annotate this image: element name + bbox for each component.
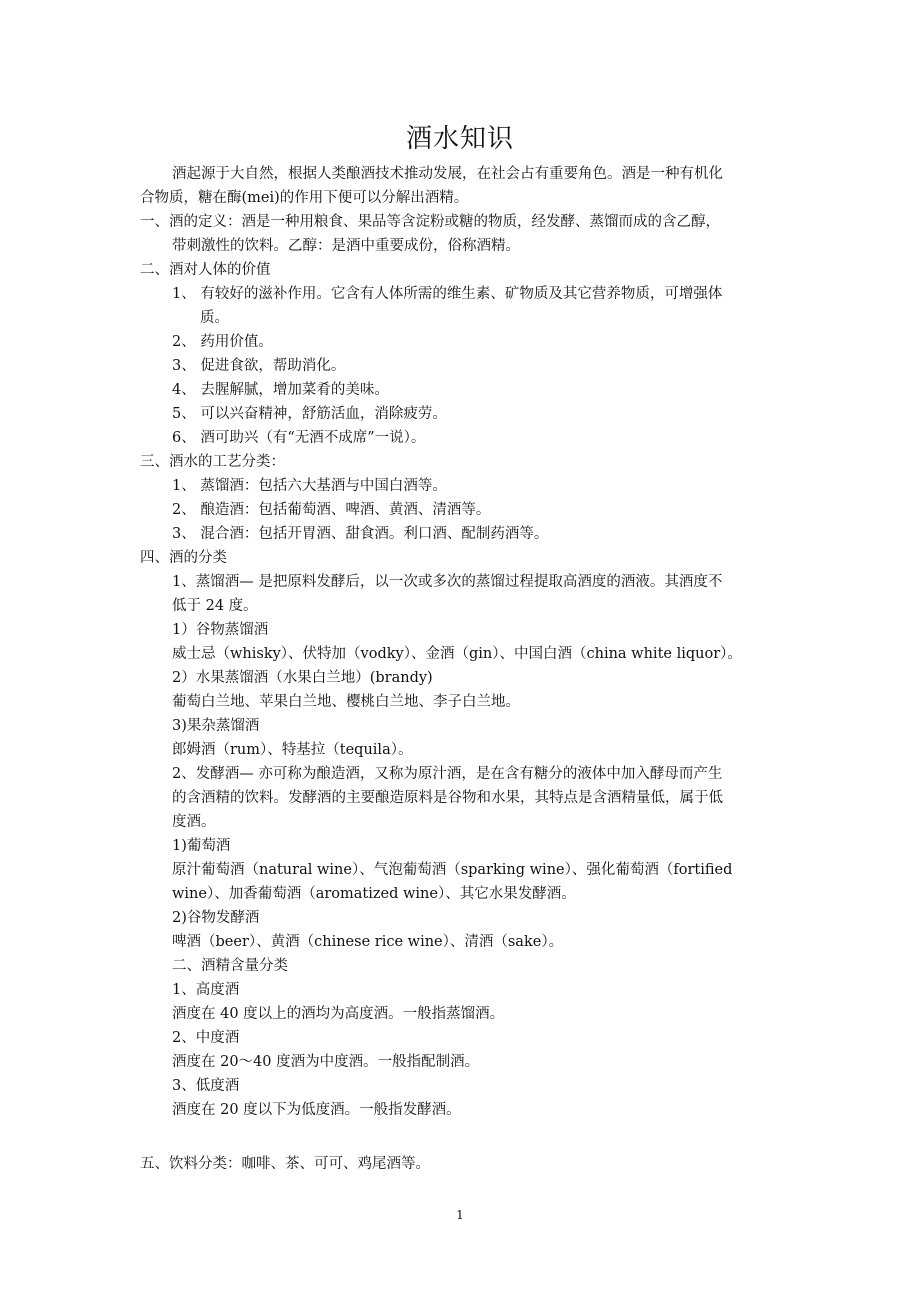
text-line: 2、 药用价值。	[172, 334, 273, 350]
text-line: 2)谷物发酵酒	[172, 910, 260, 926]
text-line: 二、酒精含量分类	[172, 958, 288, 974]
text-line: 5、 可以兴奋精神，舒筋活血，消除疲劳。	[172, 406, 447, 422]
text-line: wine）、加香葡萄酒（aromatized wine）、其它水果发酵酒。	[172, 886, 576, 902]
text-line: 1）谷物蒸馏酒	[172, 622, 269, 638]
text-line: 2）水果蒸馏酒（水果白兰地）(brandy)	[172, 670, 433, 686]
text-line: 度酒。	[172, 814, 216, 830]
text-line: 二、酒对人体的价值	[140, 262, 271, 278]
text-line: 酒度在 20～40 度酒为中度酒。一般指配制酒。	[172, 1054, 480, 1070]
text-line: 葡萄白兰地、苹果白兰地、樱桃白兰地、李子白兰地。	[172, 694, 520, 710]
text-line: 合物质，糖在酶(mei)的作用下便可以分解出酒精。	[140, 190, 469, 206]
text-line: 6、 酒可助兴（有“无酒不成席”一说）。	[172, 430, 426, 446]
text-line: 一、酒的定义：酒是一种用粮食、果品等含淀粉或糖的物质，经发酵、蒸馏而成的含乙醇，	[140, 214, 720, 230]
text-line: 郎姆酒（rum）、特基拉（tequila）。	[172, 742, 413, 758]
text-line: 威士忌（whisky）、伏特加（vodky）、金酒（gin）、中国白酒（china white liquor）。	[172, 646, 742, 662]
text-line: 带刺激性的饮料。乙醇：是酒中重要成份，俗称酒精。	[172, 238, 520, 254]
text-line: 3、低度酒	[172, 1078, 240, 1094]
text-line: 啤酒（beer）、黄酒（chinese rice wine）、清酒（sake）。	[172, 934, 564, 950]
document-title: 酒水知识	[405, 124, 514, 154]
text-line: 三、酒水的工艺分类：	[140, 454, 285, 470]
text-line: 低于 24 度。	[172, 598, 258, 614]
text-line: 2、 酿造酒：包括葡萄酒、啤酒、黄酒、清酒等。	[172, 502, 491, 518]
text-line: 1、高度酒	[172, 982, 240, 998]
text-line: 1、蒸馏酒— 是把原料发酵后，以一次或多次的蒸馏过程提取高酒度的酒液。其酒度不	[172, 574, 723, 590]
text-line: 酒度在 20 度以下为低度酒。一般指发酵酒。	[172, 1102, 461, 1118]
text-line: 3)果杂蒸馏酒	[172, 718, 260, 734]
text-line: 五、饮料分类：咖啡、茶、可可、鸡尾酒等。	[140, 1156, 430, 1172]
page-number: 1	[456, 1208, 464, 1222]
text-line: 2、发酵酒— 亦可称为酿造酒，又称为原汁酒，是在含有糖分的液体中加入酵母而产生	[172, 766, 723, 782]
text-line: 质。	[200, 310, 229, 326]
text-line: 酒起源于大自然，根据人类酿酒技术推动发展，在社会占有重要角色。酒是一种有机化	[172, 166, 723, 182]
text-line: 2、中度酒	[172, 1030, 240, 1046]
text-line: 四、酒的分类	[140, 550, 227, 566]
text-line: 原汁葡萄酒（natural wine）、气泡葡萄酒（sparking wine）、强化葡萄酒（fortified	[172, 862, 733, 878]
text-line: 酒度在 40 度以上的酒均为高度酒。一般指蒸馏酒。	[172, 1006, 505, 1022]
text-line: 1、 蒸馏酒：包括六大基酒与中国白酒等。	[172, 478, 447, 494]
text-line: 1)葡萄酒	[172, 838, 231, 854]
text-line: 3、 混合酒：包括开胃酒、甜食酒。利口酒、配制药酒等。	[172, 526, 549, 542]
text-line: 3、 促进食欲，帮助消化。	[172, 358, 346, 374]
text-line: 4、 去腥解腻，增加菜肴的美味。	[172, 382, 389, 398]
text-line: 的含酒精的饮料。发酵酒的主要酿造原料是谷物和水果，其特点是含酒精量低，属于低	[172, 790, 723, 806]
text-line: 1、 有较好的滋补作用。它含有人体所需的维生素、矿物质及其它营养物质，可增强体	[172, 286, 723, 302]
